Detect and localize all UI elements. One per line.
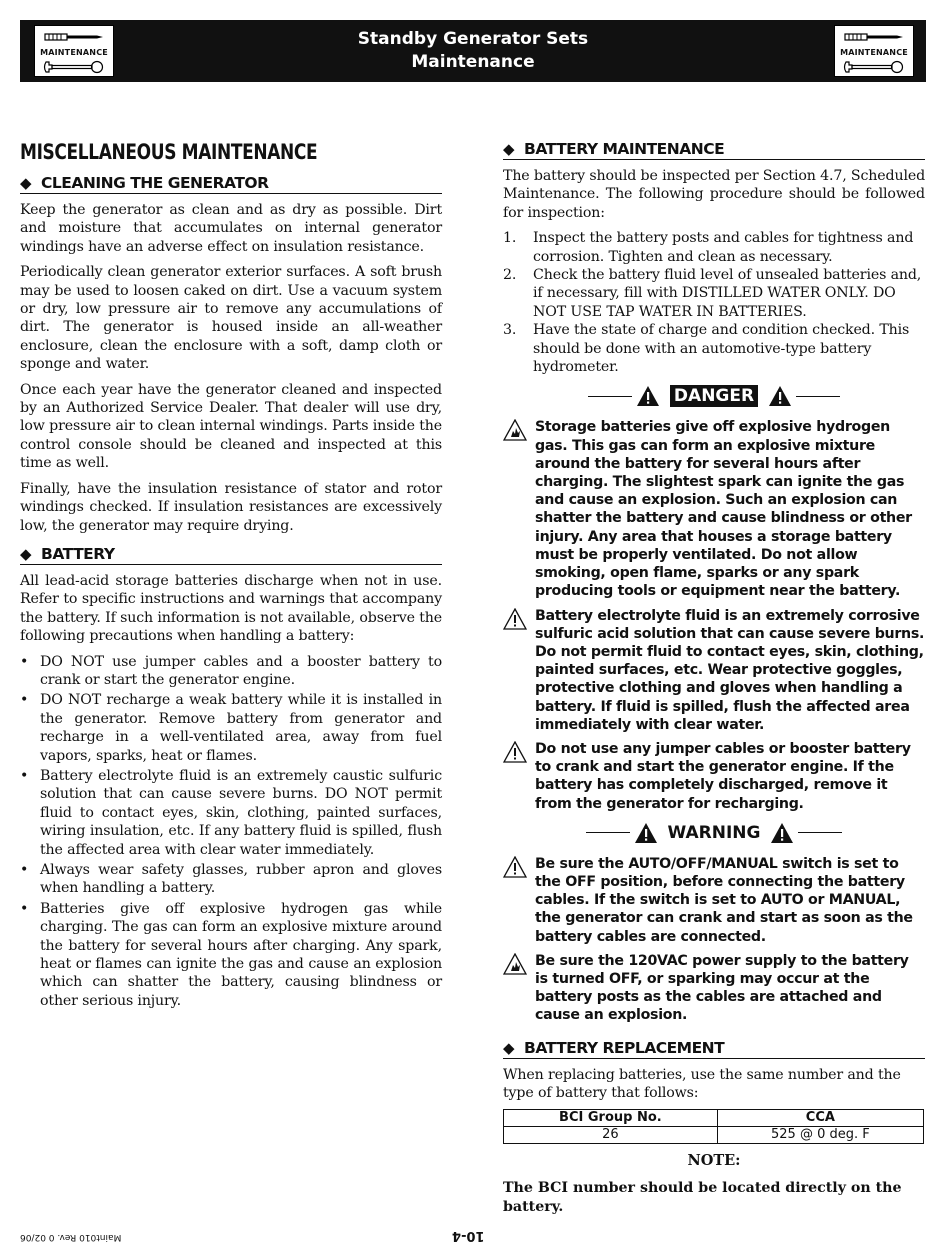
page-number: 10-4 <box>452 1228 485 1243</box>
warning-item <box>503 855 925 946</box>
warning-item <box>503 952 925 1025</box>
inspection-steps <box>503 229 925 376</box>
danger-text: Storage batteries give off explosive hydrogen gas. This gas can form an explosive mixture around the battery for several hours after charging. The slightest spark can ignite the gas and cause an explosion. Such an explosion can shatter the battery and cause blindness or other injury. Any area that houses a storage battery must be properly ventilated. Do not allow smoking, open flame, sparks or any spark producing tools or equipment near the battery. <box>535 419 912 600</box>
list-item <box>503 321 925 376</box>
list-item <box>20 691 442 765</box>
table-row <box>504 1127 924 1144</box>
list-item-text: Batteries give off explosive hydrogen gas while charging. The gas can form an explosive mixture around the battery for several hours after charging. Any spark, heat or flames can ignite the gas and cause an explosion which can shatter the battery, causing blindness or other serious injury. <box>40 900 442 1009</box>
divider <box>796 396 840 398</box>
danger-item <box>503 740 925 813</box>
document-code: Maint010 Rev. 0 02/06 <box>20 1232 122 1242</box>
bullet-icon: • <box>20 862 29 878</box>
column-header: CCA <box>717 1110 923 1127</box>
warning-triangle-icon <box>770 822 794 844</box>
warning-text: Be sure the AUTO/OFF/MANUAL switch is set to the OFF position, before connecting the battery cables. If the switch is set to AUTO or MANUAL, the generator can crank and start as soon as the battery cables are connected. <box>535 855 913 945</box>
diamond-bullet-icon: ◆ <box>20 174 32 192</box>
paragraph: All lead-acid storage batteries discharge when not in use. Refer to specific instructions and warnings that accompany the battery. If such information is not available, observe the following precautions when handling a battery: <box>20 572 442 645</box>
paragraph: The battery should be inspected per Section 4.7, Scheduled Maintenance. The following procedure should be followed for inspection: <box>503 168 926 221</box>
right-column <box>503 140 925 1216</box>
warning-banner <box>503 819 925 847</box>
page-title: MISCELLANEOUS MAINTENANCE <box>20 140 318 164</box>
section-heading-label: BATTERY MAINTENANCE <box>524 140 725 158</box>
header-title <box>20 28 926 74</box>
explosion-hazard-icon <box>503 419 527 441</box>
list-item-text: DO NOT use jumper cables and a booster battery to crank or start the generator engine. <box>40 653 442 688</box>
paragraph: Once each year have the generator cleaned and inspected by an Authorized Service Dealer. That dealer will use dry, low pressure air to clean internal windings. Parts inside the control console should be cleaned and inspected at this time as well. <box>20 381 442 472</box>
danger-item <box>503 418 925 600</box>
divider <box>588 396 632 398</box>
note-heading: NOTE: <box>687 1152 741 1170</box>
note-body: The BCI number should be located directly on the battery. <box>503 1180 902 1215</box>
paragraph: When replacing batteries, use the same number and the type of battery that follows: <box>503 1066 901 1101</box>
header-title-line2: Maintenance <box>411 52 535 72</box>
step-text: Check the battery fluid level of unsealed batteries and, if necessary, fill with DISTILLED WATER ONLY. DO NOT USE TAP WATER IN BATTERIES. <box>533 267 922 320</box>
danger-banner <box>503 382 925 410</box>
diamond-bullet-icon: ◆ <box>20 544 32 563</box>
list-item <box>503 229 925 266</box>
danger-text: Battery electrolyte fluid is an extremely corrosive sulfuric acid solution that can cause severe burns. Do not permit fluid to contact eyes, skin, clothing, painted surfaces, etc. Wear protective goggles, protective clothing and gloves when handling a battery. If fluid is spilled, flush the affected area immediately with clear water. <box>535 607 925 733</box>
section-heading-label: CLEANING THE GENERATOR <box>41 174 269 192</box>
step-number: 2. <box>503 267 517 284</box>
page-header <box>20 20 926 82</box>
section-heading-label: BATTERY <box>41 544 115 563</box>
table-cell: 26 <box>504 1127 718 1144</box>
caution-icon <box>503 608 527 630</box>
section-heading-cleaning <box>20 174 442 194</box>
divider <box>586 832 630 834</box>
explosion-hazard-icon <box>503 953 527 975</box>
list-item-text: Always wear safety glasses, rubber apron and gloves when handling a battery. <box>40 862 442 897</box>
diamond-bullet-icon: ◆ <box>503 1038 515 1057</box>
warning-triangle-icon <box>634 822 658 844</box>
list-item <box>20 767 442 859</box>
danger-label: DANGER <box>670 385 758 407</box>
wrench-icon <box>843 60 905 74</box>
step-number: 1. <box>503 230 517 247</box>
diamond-bullet-icon: ◆ <box>503 140 515 158</box>
caution-icon <box>503 856 527 878</box>
column-header: BCI Group No. <box>504 1110 718 1127</box>
logo-label: MAINTENANCE <box>40 48 108 57</box>
bullet-icon: • <box>20 900 29 917</box>
maintenance-logo <box>834 25 914 77</box>
paragraph: Keep the generator as clean and as dry as possible. Dirt and moisture that accumulates on internal generator windings have an adverse effect on insulation resistance. <box>20 202 442 255</box>
bullet-icon: • <box>20 692 29 709</box>
left-column <box>20 140 442 1016</box>
step-text: Inspect the battery posts and cables for tightness and corrosion. Tighten and clean as necessary. <box>533 230 914 265</box>
step-text: Have the state of charge and condition checked. This should be done with an automotive-type battery hydrometer. <box>533 322 910 376</box>
danger-text: Do not use any jumper cables or booster battery to crank and start the generator engine. If the battery has completely discharged, remove it from the generator for recharging. <box>535 740 911 812</box>
header-title-line1: Standby Generator Sets <box>357 29 589 49</box>
list-item <box>20 900 442 1010</box>
divider <box>798 832 842 834</box>
table-header-row <box>504 1110 924 1127</box>
paragraph: Periodically clean generator exterior surfaces. A soft brush may be used to loosen caked on dirt. Use a vacuum system or dry, low pressure air to remove any accumulations of dirt. The generator is housed inside an all-weather enclosure, clean the enclosure with a soft, damp cloth or sponge and water. <box>20 264 442 373</box>
paragraph: Finally, have the insulation resistance of stator and rotor windings checked. If insulation resistances are excessively low, the generator may require drying. <box>20 480 442 534</box>
table-cell: 525 @ 0 deg. F <box>717 1127 923 1144</box>
list-item-text: DO NOT recharge a weak battery while it is installed in the generator. Remove battery from generator and recharge in a well-ventilated area, away from fuel vapors, sparks, heat or flames. <box>40 692 442 764</box>
battery-spec-table <box>503 1109 924 1144</box>
list-item <box>503 266 925 321</box>
screwdriver-icon <box>843 30 905 44</box>
bullet-icon: • <box>20 653 29 670</box>
precaution-list <box>20 653 442 1011</box>
step-number: 3. <box>503 322 517 339</box>
section-heading-battery <box>20 545 442 565</box>
warning-triangle-icon <box>636 385 660 407</box>
warning-triangle-icon <box>768 385 792 407</box>
section-heading-label: BATTERY REPLACEMENT <box>524 1038 725 1057</box>
section-heading-battery-maintenance <box>503 140 925 160</box>
list-item-text: Battery electrolyte fluid is an extremely caustic sulfuric solution that can cause severe burns. DO NOT permit fluid to contact eyes, skin, clothing, painted surfaces, wiring insulation, etc. If any battery fluid is spilled, flush the affected area with clear water immediately. <box>40 767 442 858</box>
section-heading-battery-replacement <box>503 1039 925 1059</box>
warning-text: Be sure the 120VAC power supply to the battery is turned OFF, or sparking may occur at the battery posts as the cables are attached and cause an explosion. <box>535 952 909 1024</box>
list-item <box>20 653 442 690</box>
warning-label: WARNING <box>667 822 761 843</box>
bullet-icon: • <box>20 767 29 784</box>
danger-item <box>503 607 925 734</box>
caution-icon <box>503 741 527 763</box>
logo-label: MAINTENANCE <box>840 48 908 57</box>
list-item <box>20 861 442 898</box>
